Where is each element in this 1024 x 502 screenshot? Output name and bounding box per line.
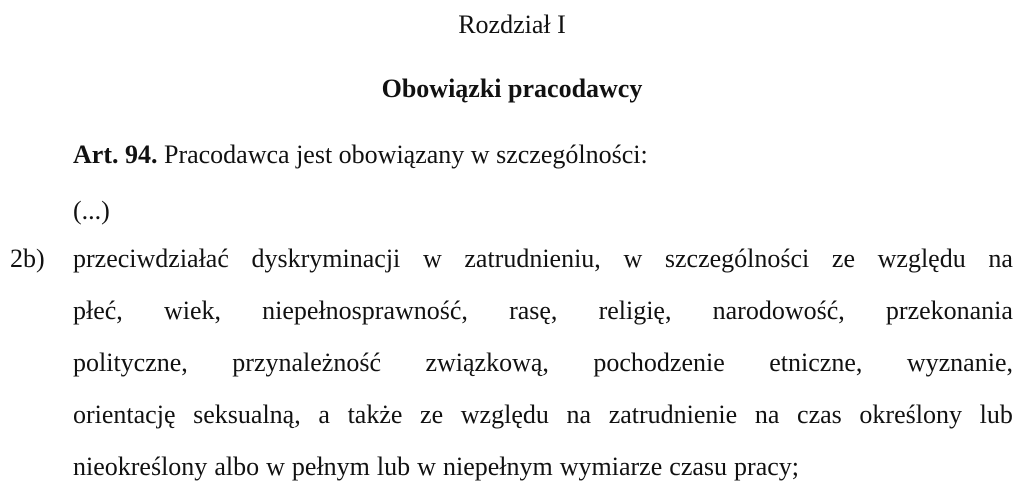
word: seksualną,	[193, 400, 301, 429]
point-line	[73, 398, 1013, 432]
word: a	[318, 400, 330, 429]
word: wymiarze	[559, 452, 663, 481]
word: przekonania	[885, 296, 1013, 325]
word: ze	[831, 244, 855, 273]
word: niepełnosprawność,	[262, 296, 468, 325]
word: w	[623, 244, 643, 273]
article-text: Pracodawca jest obowiązany w szczególności:	[157, 140, 648, 169]
word: nieokreślony	[73, 452, 208, 481]
point-line	[73, 450, 1013, 484]
point-text	[73, 242, 1013, 502]
word: czas	[797, 400, 842, 429]
section-title: Obowiązki pracodawcy	[381, 74, 643, 103]
word: pochodzenie	[593, 348, 725, 377]
word: religię,	[598, 296, 672, 325]
chapter-heading: Rozdział I	[458, 10, 566, 39]
word: rasę,	[509, 296, 558, 325]
word: pełnym	[291, 452, 370, 481]
word: w	[266, 452, 285, 481]
word: lub	[979, 400, 1013, 429]
word: względu	[877, 244, 966, 273]
word: szczególności	[664, 244, 810, 273]
omission-marker: (...)	[73, 196, 110, 225]
word: w	[417, 452, 436, 481]
word: także	[347, 400, 403, 429]
word: określony	[859, 400, 962, 429]
point-line	[73, 346, 1013, 380]
word: lub	[376, 452, 411, 481]
word: orientację	[73, 400, 176, 429]
word: niepełnym	[442, 452, 553, 481]
point-line	[73, 242, 1013, 276]
article-intro	[73, 138, 648, 172]
word: w	[422, 244, 442, 273]
word: polityczne,	[73, 348, 188, 377]
word: wyznanie,	[906, 348, 1013, 377]
word: etniczne,	[769, 348, 863, 377]
word: pracy;	[734, 452, 800, 481]
point-number: 2b)	[10, 244, 45, 273]
point-line	[73, 294, 1013, 328]
article-number: Art. 94.	[73, 140, 158, 169]
word: związkową,	[425, 348, 549, 377]
word: ze	[420, 400, 444, 429]
word: płeć,	[73, 296, 123, 325]
word: na	[754, 400, 780, 429]
word: względu	[460, 400, 549, 429]
word: przeciwdziałać	[73, 244, 229, 273]
word: na	[566, 400, 592, 429]
word: albo	[214, 452, 260, 481]
word: dyskryminacji	[251, 244, 401, 273]
word: zatrudnienie	[608, 400, 738, 429]
word: wiek,	[163, 296, 221, 325]
word: przynależność	[232, 348, 381, 377]
word: na	[988, 244, 1013, 273]
word: narodowość,	[712, 296, 845, 325]
word: czasu	[669, 452, 728, 481]
word: zatrudnieniu,	[464, 244, 601, 273]
